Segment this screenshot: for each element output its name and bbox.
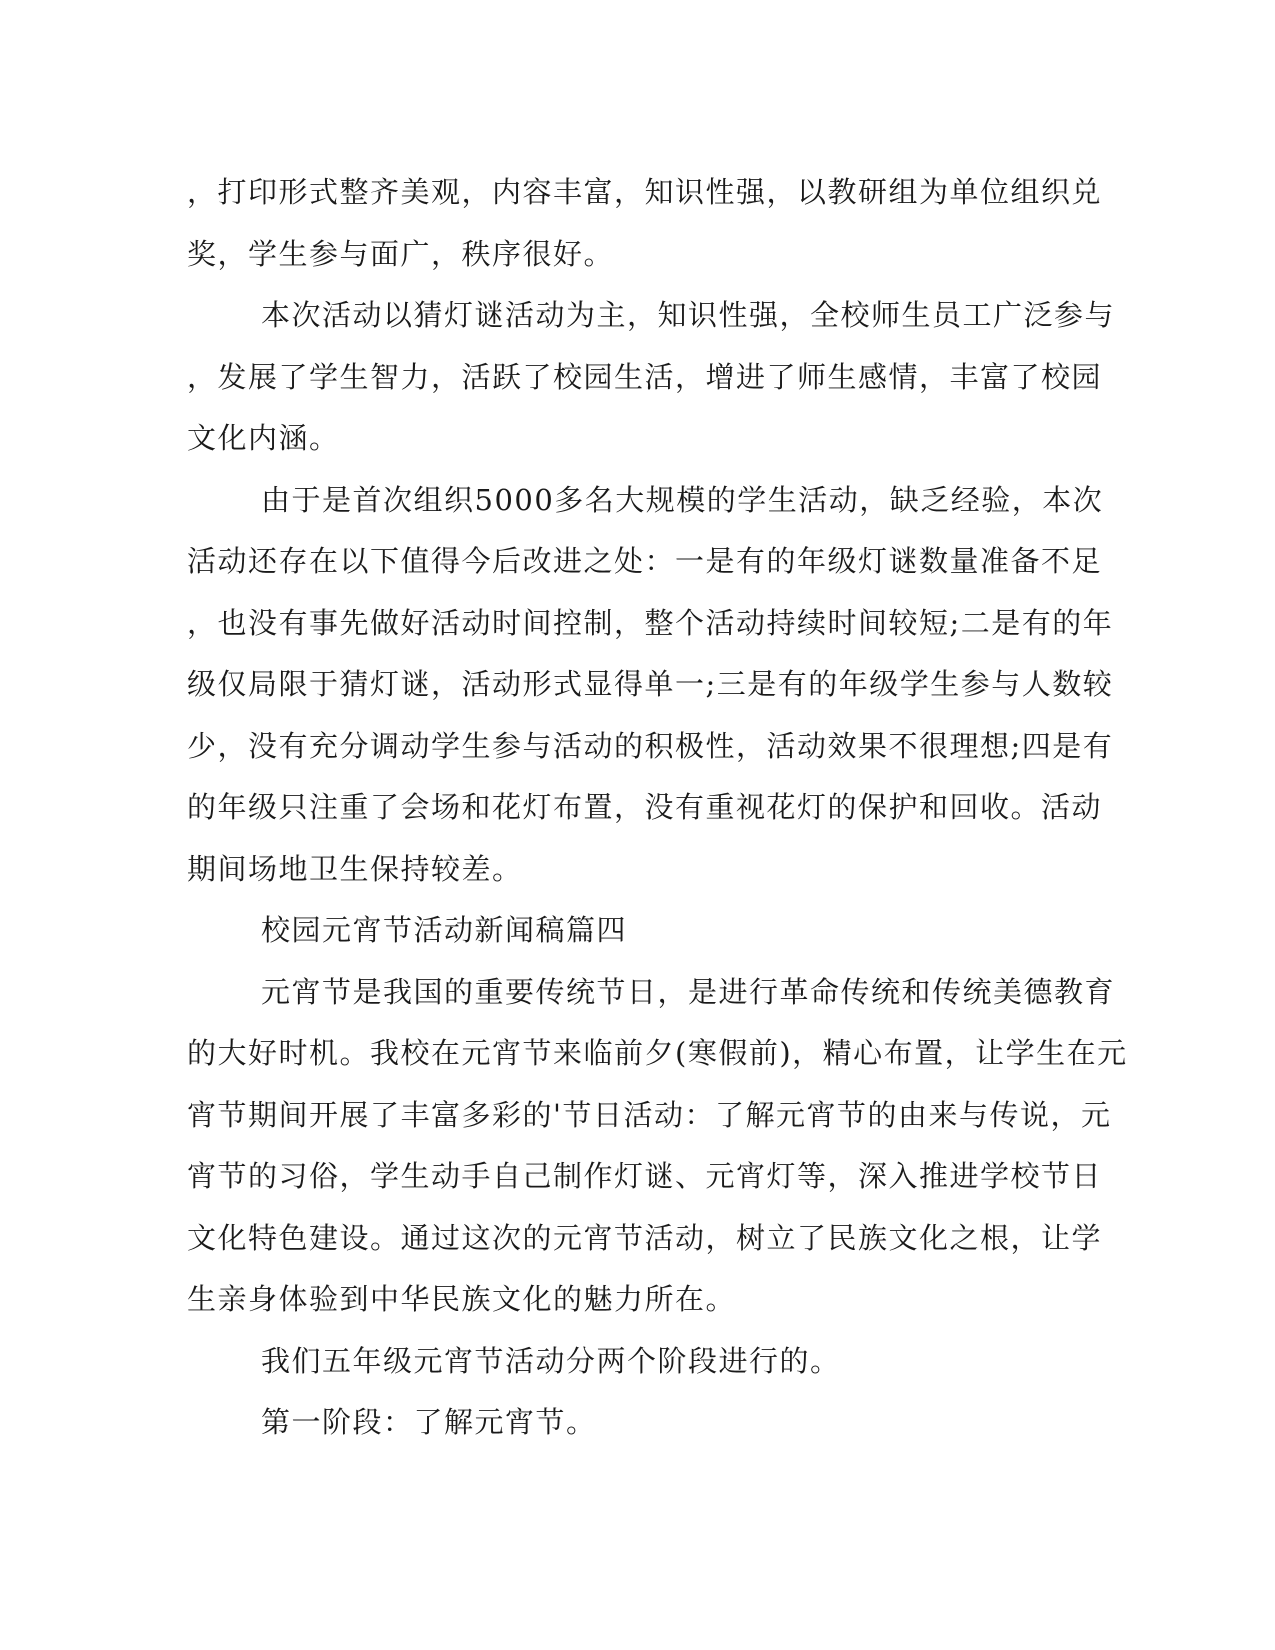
text-line: 少，没有充分调动学生参与活动的积极性，活动效果不很理想;四是有 xyxy=(187,728,1114,763)
document-body xyxy=(187,162,1128,1454)
text-line: 宵节的习俗，学生动手自己制作灯谜、元宵灯等，深入推进学校节日 xyxy=(187,1159,1103,1193)
text-line: ，发展了学生智力，活跃了校园生活，增进了师生感情，丰富了校园 xyxy=(187,359,1103,394)
text-line: 期间场地卫生保持较差。 xyxy=(187,851,523,886)
paragraph-start: 第一阶段：了解元宵节。 xyxy=(261,1405,597,1439)
paragraph-start: 由于是首次组织5000多名大规模的学生活动，缺乏经验，本次 xyxy=(261,482,1104,517)
section-heading: 校园元宵节活动新闻稿篇四 xyxy=(261,913,628,947)
paragraph-start: 本次活动以猜灯谜活动为主，知识性强，全校师生员工广泛参与 xyxy=(261,298,1116,332)
text-line: 的大好时机。我校在元宵节来临前夕(寒假前)，精心布置，让学生在元 xyxy=(187,1036,1128,1070)
text-line: 生亲身体验到中华民族文化的魅力所在。 xyxy=(187,1282,737,1316)
text-line: ，也没有事先做好活动时间控制，整个活动持续时间较短;二是有的年 xyxy=(187,605,1114,640)
text-line: 的年级只注重了会场和花灯布置，没有重视花灯的保护和回收。活动 xyxy=(187,790,1103,824)
paragraph-start: 我们五年级元宵节活动分两个阶段进行的。 xyxy=(261,1343,841,1378)
text-line: 文化内涵。 xyxy=(187,421,340,455)
text-line: 文化特色建设。通过这次的元宵节活动，树立了民族文化之根，让学 xyxy=(187,1220,1103,1255)
text-line: ，打印形式整齐美观，内容丰富，知识性强，以教研组为单位组织兑 xyxy=(187,175,1103,209)
paragraph-start: 元宵节是我国的重要传统节日，是进行革命传统和传统美德教育 xyxy=(261,974,1116,1009)
text-line: 活动还存在以下值得今后改进之处：一是有的年级灯谜数量准备不足 xyxy=(187,544,1103,578)
text-line: 宵节期间开展了丰富多彩的'节日活动：了解元宵节的由来与传说，元 xyxy=(187,1097,1112,1132)
text-line: 级仅局限于猜灯谜，活动形式显得单一;三是有的年级学生参与人数较 xyxy=(187,667,1114,701)
text-line: 奖，学生参与面广，秩序很好。 xyxy=(187,236,615,271)
